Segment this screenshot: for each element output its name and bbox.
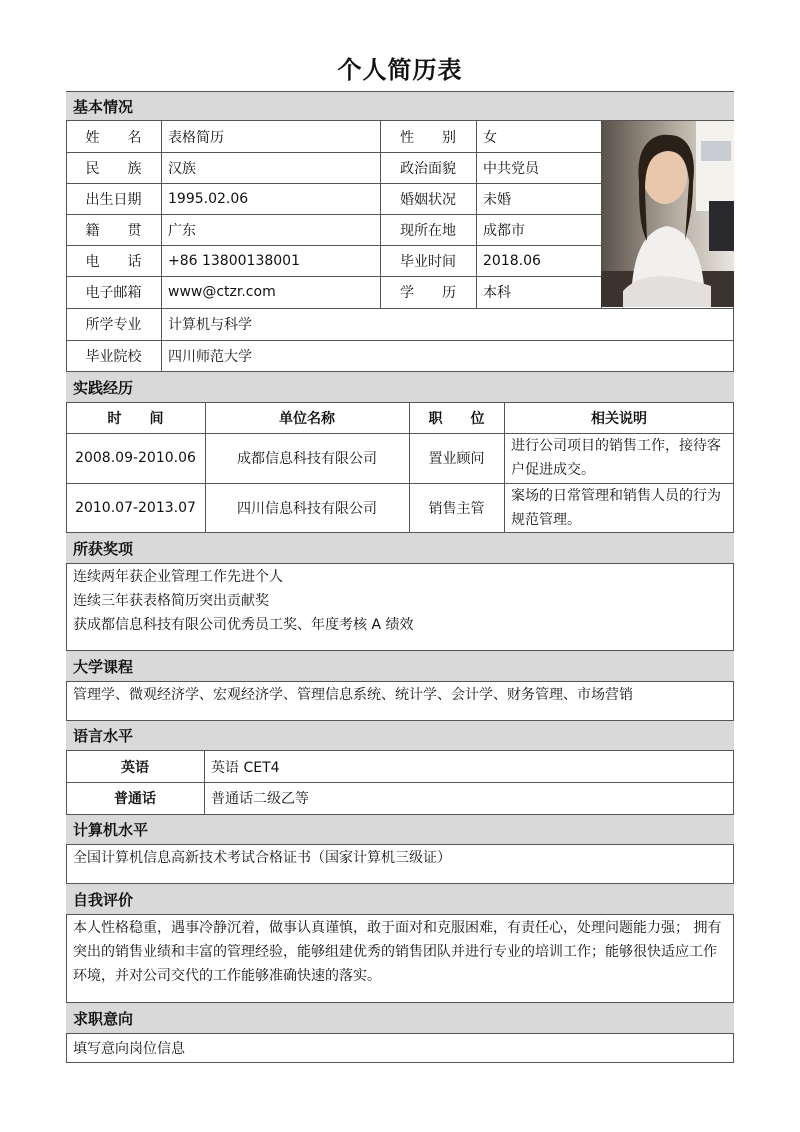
section-language-header: 语言水平: [66, 720, 734, 751]
practice-company: 成都信息科技有限公司: [237, 451, 377, 467]
computer-text: 全国计算机信息高新技术考试合格证书（国家计算机三级证）: [73, 850, 451, 866]
practice-time: 2010.07-2013.07: [75, 499, 196, 516]
political-label: 政治面貌: [400, 160, 456, 177]
grad-time-label: 毕业时间: [400, 253, 456, 270]
marital-label: 婚姻状况: [400, 191, 456, 208]
self-eval-line: 本人性格稳重，遇事冷静沉着，做事认真谨慎，敢于面对和克服困难，有责任心，处理问题能力强； 拥有: [73, 920, 722, 936]
phone-label: 电 话: [85, 253, 142, 270]
col-divider: [504, 403, 505, 532]
native-value: 广东: [168, 222, 196, 239]
name-label: 姓 名: [85, 129, 142, 146]
phone-value: +86 13800138001: [168, 252, 300, 269]
political-value: 中共党员: [483, 160, 539, 177]
section-intention-header: 求职意向: [66, 1002, 734, 1034]
ethnicity-label: 民 族: [85, 160, 142, 177]
practice-desc: [511, 484, 733, 532]
portrait-photo: [601, 121, 734, 307]
section-awards-header: 所获奖项: [66, 532, 734, 564]
list-item: 连续两年获企业管理工作先进个人: [73, 569, 283, 585]
self-eval-line: 环境，并对公司交代的工作能够准确快速的落实。: [73, 968, 381, 984]
language-value: 英语 CET4: [211, 759, 280, 776]
awards-list: [73, 565, 729, 637]
practice-desc-line: 进行公司项目的销售工作，接待客: [511, 438, 721, 454]
practice-company: 四川信息科技有限公司: [237, 500, 377, 517]
intention-text: 填写意向岗位信息: [73, 1041, 185, 1057]
portrait-photo-icon: [601, 121, 734, 307]
birth-label: 出生日期: [85, 191, 142, 208]
email-value: www@ctzr.com: [168, 284, 276, 300]
courses-text: 管理学、微观经济学、宏观经济学、管理信息系统、统计学、会计学、财务管理、市场营销: [73, 687, 633, 703]
practice-header-time: 时 间: [107, 411, 164, 427]
practice-header-desc: 相关说明: [591, 411, 647, 427]
section-self-eval-header: 自我评价: [66, 883, 734, 915]
language-label: 普通话: [114, 791, 156, 807]
gender-value: 女: [483, 129, 497, 146]
residence-label: 现所在地: [400, 222, 456, 239]
practice-desc-line: 规范管理。: [511, 512, 581, 528]
email-label: 电子邮箱: [85, 285, 142, 301]
birth-value: 1995.02.06: [168, 190, 249, 207]
self-eval-line: 突出的销售业绩和丰富的管理经验，能够组建优秀的销售团队并进行专业的培训工作；能够很快适应工作: [73, 944, 717, 960]
list-item: 连续三年获表格简历突出贡献奖: [73, 593, 269, 609]
table-bottom-border: [66, 1062, 734, 1063]
school-value: 四川师范大学: [168, 348, 252, 365]
grad-time-value: 2018.06: [483, 252, 541, 269]
language-label: 英语: [121, 759, 149, 776]
practice-header-position: 职 位: [428, 411, 485, 427]
education-value: 本科: [483, 285, 511, 301]
name-value: 表格简历: [168, 129, 224, 146]
major-value: 计算机与科学: [168, 317, 252, 333]
ethnicity-value: 汉族: [168, 160, 196, 177]
list-item: 获成都信息科技有限公司优秀员工奖、年度考核 A 绩效: [73, 617, 414, 633]
gender-label: 性 别: [400, 129, 456, 146]
language-value: 普通话二级乙等: [211, 791, 309, 807]
school-label: 毕业院校: [85, 348, 142, 365]
self-eval-text: [73, 916, 729, 988]
native-label: 籍 贯: [85, 222, 142, 239]
residence-value: 成都市: [483, 222, 525, 239]
marital-value: 未婚: [483, 191, 511, 208]
practice-desc-line: 户促进成交。: [511, 462, 595, 478]
major-label: 所学专业: [85, 317, 142, 333]
practice-position: 销售主管: [428, 500, 485, 517]
practice-position: 置业顾问: [428, 451, 485, 467]
section-computer-header: 计算机水平: [66, 814, 734, 845]
section-courses-header: 大学课程: [66, 650, 734, 682]
section-basic-header: 基本情况: [66, 91, 734, 121]
section-practice-header: 实践经历: [66, 371, 734, 403]
practice-desc: [511, 434, 733, 482]
practice-header-company: 单位名称: [279, 411, 335, 427]
page-title: 个人简历表: [337, 56, 463, 84]
practice-desc-line: 案场的日常管理和销售人员的行为: [511, 488, 721, 504]
education-label: 学 历: [400, 285, 456, 301]
practice-time: 2008.09-2010.06: [75, 450, 196, 466]
